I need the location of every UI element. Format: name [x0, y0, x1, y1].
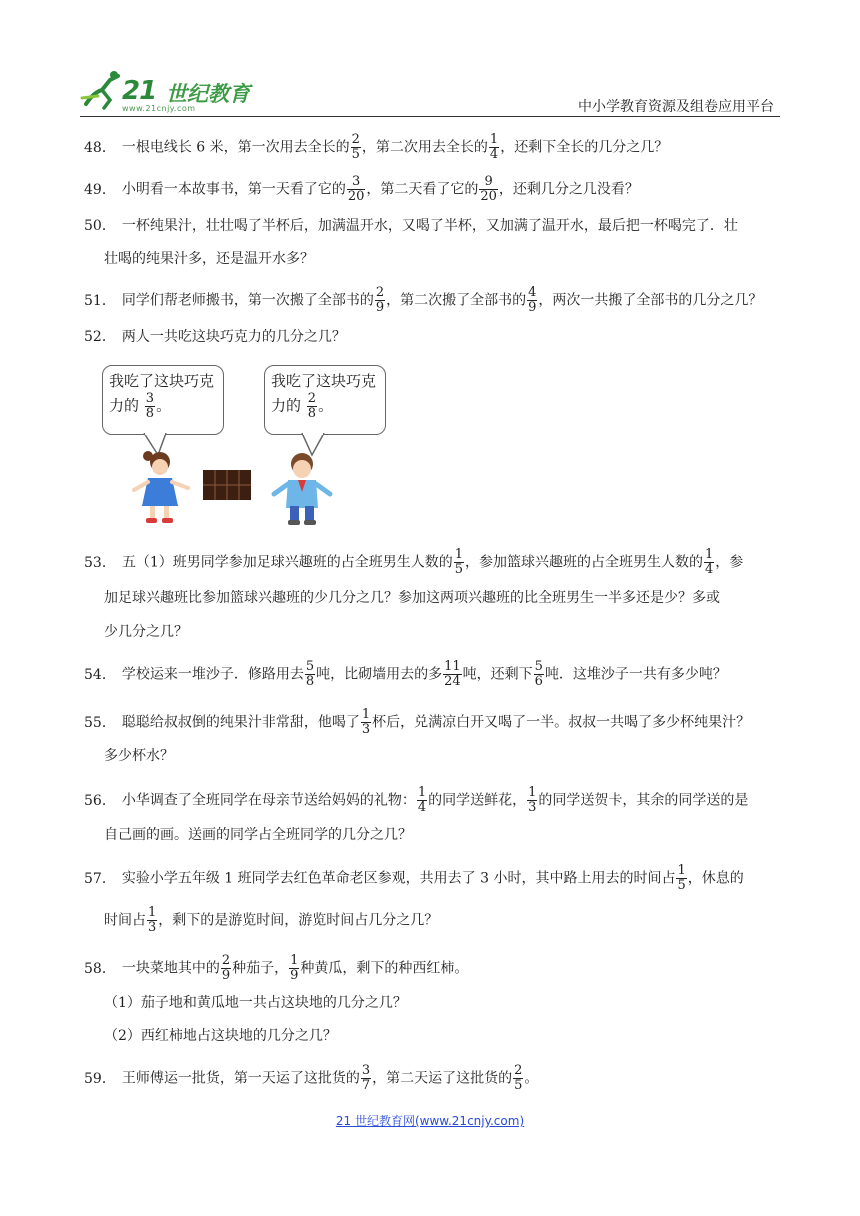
header-divider: [80, 116, 780, 117]
question-57: 57． 实验小学五年级 1 班同学去红色革命老区参观，共用去了 3 小时，其中路上用去的时间占 $\frac{1}{5}$ ，休息的: [84, 863, 744, 893]
boy-figure: [268, 450, 348, 530]
fraction: $\frac{9}{20}$: [480, 174, 497, 204]
logo-url: www.21cnjy.com: [122, 104, 196, 113]
question-58: 58． 一块菜地其中的 $\frac{2}{9}$ 种茄子， $\frac{1}{9}$ 种黄瓜，剩下的种西红柿。: [84, 953, 469, 983]
question-51: 51． 同学们帮老师搬书，第一次搬了全部书的 $\frac{2}{9}$ ，第二次搬了全部书的 $\frac{4}{9}$ ，两次一共搬了全部书的几分之几？: [84, 285, 763, 315]
fraction: $\frac{2}{9}$: [375, 285, 385, 315]
fraction: $\frac{3}{20}$: [347, 174, 365, 204]
question-54: 54． 学校运来一堆沙子．修路用去 $\frac{5}{8}$ 吨，比砌墙用去的多 $\frac{11}{24}$ 吨，还剩下 $\frac{5}{6}$ 吨．这堆沙子一共有多少吨？: [84, 659, 727, 689]
runner-icon: [80, 70, 124, 110]
question-59: 59． 王师傅运一批货，第一天运了这批货的 $\frac{3}{7}$ ，第二天运了这批货的 $\frac{2}{5}$ 。: [84, 1063, 539, 1093]
fraction: $\frac{1}{9}$: [290, 953, 299, 983]
chocolate-bar-icon: [203, 470, 251, 500]
fraction: $\frac{5}{8}$: [305, 659, 315, 689]
chocolate-illustration: [100, 360, 400, 530]
fraction: $\frac{1}{3}$: [361, 707, 371, 737]
question-55: 55． 聪聪给叔叔倒的纯果汁非常甜，他喝了 $\frac{1}{3}$ 杯后，兑满凉白开又喝了一半。叔叔一共喝了多少杯纯果汁？: [84, 707, 751, 737]
question-52: 52． 两人一共吃这块巧克力的几分之几？: [84, 329, 346, 345]
question-48: 48． 一根电线长 6 米，第一次用去全长的 $\frac{2}{5}$ ，第二次用去全长的 $\frac{1}{4}$ ，还剩下全长的几分之几？: [84, 132, 669, 162]
fraction: $\frac{1}{4}$: [489, 132, 499, 162]
question-58-part-1: （1）茄子地和黄瓜地一共占这块地的几分之几？: [104, 995, 407, 1011]
fraction: $\frac{3}{7}$: [361, 1063, 371, 1093]
question-58-part-2: （2）西红柿地占这块地的几分之几？: [104, 1028, 337, 1044]
fraction: $\frac{1}{3}$: [528, 785, 537, 815]
fraction: $\frac{11}{24}$: [444, 659, 461, 689]
fraction: $\frac{1}{4}$: [417, 785, 427, 815]
question-55-line2: 多少杯水？: [104, 748, 174, 764]
fraction: $\frac{4}{9}$: [528, 285, 537, 315]
fraction: $\frac{5}{6}$: [534, 659, 543, 689]
question-56: 56． 小华调查了全班同学在母亲节送给妈妈的礼物： $\frac{1}{4}$ 的同学送鲜花， $\frac{1}{3}$ 的同学送贺卡，其余的同学送的是: [84, 785, 749, 815]
question-50-line2: 壮喝的纯果汁多，还是温开水多？: [104, 251, 314, 267]
logo-name: 世纪教育: [166, 82, 250, 106]
logo: [80, 70, 250, 114]
fraction: $\frac{1}{5}$: [454, 547, 464, 577]
fraction: $\frac{1}{3}$: [148, 905, 157, 935]
girl-figure: [130, 450, 200, 530]
fraction: $\frac{2}{5}$: [351, 132, 360, 162]
boy-speech-bubble: 我吃了这块巧克 力的 $\frac{2}{8}$ 。: [264, 365, 386, 435]
fraction: $\frac{2}{9}$: [221, 953, 231, 983]
platform-title: 中小学教育资源及组卷应用平台: [578, 99, 774, 115]
question-50: 50． 一杯纯果汁，壮壮喝了半杯后，加满温开水，又喝了半杯，又加满了温开水，最后把一杯喝完了．壮: [84, 218, 738, 234]
girl-speech-bubble: 我吃了这块巧克 力的 $\frac{3}{8}$ 。: [102, 365, 224, 435]
fraction: $\frac{1}{5}$: [677, 863, 686, 893]
question-57-line2: 时间占 $\frac{1}{3}$ ，剩下的是游览时间，游览时间占几分之几？: [104, 905, 439, 935]
question-49: 49． 小明看一本故事书，第一天看了它的 $\frac{3}{20}$ ，第二天看了它的 $\frac{9}{20}$ ，还剩几分之几没看？: [84, 174, 639, 204]
fraction: $\frac{1}{4}$: [705, 547, 714, 577]
fraction: $\frac{2}{5}$: [514, 1063, 523, 1093]
logo-number: 21: [122, 76, 157, 106]
footer-link[interactable]: 21 世纪教育网(www.21cnjy.com): [335, 1114, 525, 1128]
question-53-line2: 加足球兴趣班比参加篮球兴趣班的少几分之几？参加这两项兴趣班的比全班男生一半多还是少？多或: [104, 590, 720, 606]
question-53: 53． 五（1）班男同学参加足球兴趣班的占全班男生人数的 $\frac{1}{5}$ ，参加篮球兴趣班的占全班男生人数的 $\frac{1}{4}$ ，参: [84, 547, 744, 577]
question-56-line2: 自己画的画。送画的同学占全班同学的几分之几？: [104, 827, 412, 843]
question-53-line3: 少几分之几？: [104, 624, 188, 640]
